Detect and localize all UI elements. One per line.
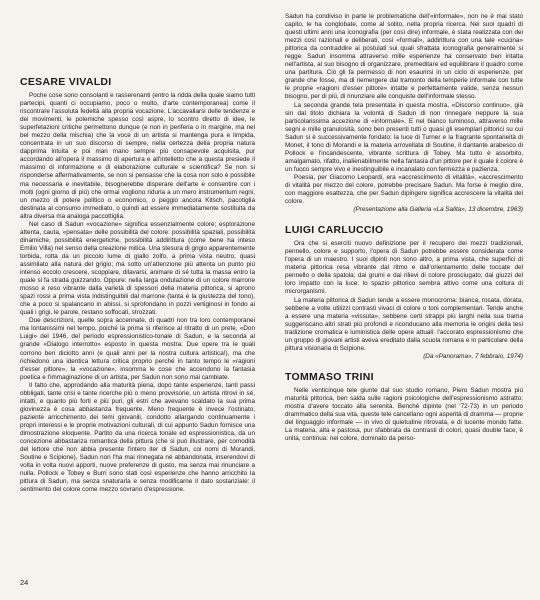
page-number: 24 — [20, 578, 29, 587]
author-heading-carluccio: LUIGI CARLUCCIO — [285, 224, 384, 237]
paragraph: Sadun ha condiviso in parte le problematiche dell'«informale», non ne è mai stato capito, le ha conglobate, come al solito, nella propria ricerca. Nei suoi quadri di questi ultimi anni una iconografia (per così dire) informale, è stata realizzata con dei mezzi così razionali e deliberati, così «formali», addirittura con una tale «cucina» pittorica da contraddire ai postulati sui quali sfrattata iconografia generalmente si regge. Sadun insomma attraverso mille esperienze ha conservato ben intatta nell'artista, al suo bisogno di organizzare, premeditare ed equilibrare il quadro come una partitura. Ciò gli fa permesso di non esaurirsi in un ciclo di esperienze, per grande che fosse, ma di riemergere dal tramonto della temperie informale con tutte le proprie «ragioni d'esser pittore» intatte e perfettamente valide, senza nessun bisogno, per di più, di rinunziare alle conquiste dell'informale stesso. — [285, 13, 523, 101]
paragraph: La seconda grande tela presentata in questa mostra, «Discorso continuo», già sin dal titolo dichiara la volontà di Sadun di non rinnegare neppure la sua particolarissima accezione di «informale». E nel bianco luminoso, attraverso mille segni e mille granulosità, sono ben presenti tutti o quasi gli esemplari pittorici su cui Sadun si è successivamente fondato: la luce di Turner e la fragrante spontaneità di Monet, il tono di Morandi e la materia arrovellata di Soutine, il dantante arabesco di Pollock e l'incandescente, vibrante scrittura di Tobey. Ma tutto è assorbito, amalgamato, rifatto, inalienabilmente nella fantasia d'un pittore per il quale il colore è un fuoco sempre vivo e inestinguibile e incanalato con fermezza e pazienza. — [285, 101, 523, 173]
author-heading-trini: TOMMASO TRINI — [285, 370, 374, 383]
paragraph: Nelle venticinque tele giunte dal suo studio romano, Piero Sadun mostra più maturità pittorica, ben salda sulle ragioni psicologiche dell'espressionismo astratto: mostra d'avere toccato alla serenità. Benché dipinte (nel '72-73) in un periodo drammatico della sua vita, queste tele cancellano ogni asperità di dramma — proprie del linguaggio informale — in vivo di quietudine ritrovata, e di lucente mondo fatte. La materia, alta e pastosa, pur sfabbrata da contrasti di colori, quasi double face, è unita, continua: nel colore, dominato da perso- — [285, 386, 524, 443]
paragraph: Nel caso di Sadun «vocazione» significa essenzialmente colore; esplorazione attenta, cauta, «pensata» delle possibilità del colore: possibilità spaziali, possibilità dinamiche, possibilità energetiche, possibilità addirittura (come bene ha inteso Emilio Villa) nel senso della creazione mitica. Una stesura di grigio apparentemente torbida, rotta da un piccolo lume di giallo zolfo, a prima vista neutro, quasi assimilato alla natura del grigio; ma sotto un'attenzione più attenta un punto più intenso eccolo crescere, scoppiare, dilavarsi, animare di sé tutta la massa entro la quale si fa strada guizzando. Oppure: nella larga ondulazione di un colore marrone mosso e reso vibrante dalla varietà di spessori della materia pittorica, si aprono spazi rossi a prima vista indistinguibili dal marrone (tanta è la giustezza del tono), che a poco si spalancano in abissi, si sprofondano in pozzi vertiginosi in fondo ai quali i grigi, le parole, restano soffocati, strozzati. — [20, 220, 255, 317]
paragraph: Due descrizioni, quelle sopra accennate, di quadri non tra loro contemporanei ma lontanissimi nel tempo, poiché la prima si riferisce al ritratto di un prete, «Don Luigi» del 1946, del periodo espressionistico-tonale di Sadun, e la seconda al grande «Dialogo interrotto» esposto in questa mostra. Due opere tra le quali corrono ben diciotto anni (e quali anni per la nostra cultura artistica!), ma che richiedono una identica lettura critica proprio perché in tanto tempo le «ragioni d'esser pittore», la «vocazione», insomma le cose che accendono la fantasia poetica e l'immaginazione di un artista, per Sadun non sono mai cambiate. — [20, 317, 255, 381]
paragraph: La materia pittorica di Sadun tende a essere monocroma: bianca, rosata, dorata, sebbene a volte utilizzi contrasti vivaci di colore o toni complementari. Tende anche a essere una materia «vissuta», sebbene certi strappi più larghi nella sua trama suggeriscano altri strati più profondi e riconducano alla memoria le origini della tesi tradizione cromatica e luministica delle opere attuali: l'accorato espressionismo che un gruppo di giovani artisti aveva ereditato dalla scuola romana e in particolare della pittura visionaria di Scipione. — [285, 296, 523, 352]
left-column — [20, 76, 255, 494]
right-column — [285, 13, 523, 443]
citation-carluccio: (Da «Panorama», 7 febbraio, 1974) — [423, 352, 523, 360]
paragraph: Ora che si eserciti nuovo definizione per il recupero dei mezzi tradizionali, pennello, colore e supporto, l'opera di Sadun potrebbe essere considerata come l'opera di un maestro. I suoi dipinti non sono altro, a prima vista, che superfici di materia pittorica resa vibrante dal ritmo e dall'orientamento delle toccate del pennello o della spatola; dai grumi e dai rilievi di colore prosciugato; dai giuzzi del loro impatto con la luce: lo spazio pittorico sembra attivo come una coltura di microrganismi. — [285, 240, 523, 296]
paragraph: Poesia, per Giacomo Leopardi, era «accrescimento di vitalità», «accrescimento di vitalità per mezzo del colore, potrebbe precisare Sadun. Ma forse è meglio dire, con maggiore esattezza, che per Sadun dipingere significa accrescere la vitalità del colore. — [285, 173, 523, 206]
paragraph: Poche cose sono consolanti e rasserenanti (entro la ridda della quale siamo tutti partecipi, quanti ci occupiamo, poco o molto, d'arte contemporanea) come il riscontrare l'assoluta fedeltà alla propria vocazione. L'accavallarsi delle tendenze e dei movimenti, le polemiche spesso così aspre, lo scontro diretto di idee, le superfetazioni critiche permettono dunque (e non in periferia o in margine, ma nel bel mezzo della mischia) che la voce di un artista si mantenga pura e limpida, concentrata in un suo discorso di sempre, nella certezza della propria natura dapprima intuita e poi man mano sempre più consapevole acquisita, pur accordando all'opera il massimo di apertura e all'intelletto che a questa presiede il massimo di informazione e di elaborazione culturale e scientifica? Se non si risponderse affermativamente, se non si pensasse che la cosa non solo è possibile ma necessaria e inevitabile, bisognerebbe disperare dell'arte e consentire con i molti (ogni giorno di più) che ormai vogliono ridurla a un mero instrumentum regni, un mezzo di potere politico o economico, o peggio ancora Kitsch, pacotiglia destinata al consumo immediato, o quindi ad essere immediatamente sostituita da altra diversa ma analoga paccottiglia. — [20, 92, 255, 220]
paragraph: Il fatto che, approdando alla maturità piena, dopo tante esperienze, tanti passi obbligati, tante crisi e tante ricerche più o meno provvisorie, un artista ritrovi in sé, intatti, e quanto più forti e più puri, gli estri che avevano scaldato la sua prima giovinezza è cosa abbastanza frequente. Meno frequente è invece l'ostinato, paziente arricchimento dei temi giovanili, condotto allargando continuamente i propri interessi e le proprie motivazioni culturali, di cui appunto Sadun fornisce una dimostrazione eloquente. Partito da una ricerca tonale ed espressionistica, da un concezione abbastanza romantica della pittura (che si può illustrare, per comodità del lettore che non abbia presente l'intero iter di Sadun, coi nomi di Morandi, Soutine e Scipione), Sadun non l'ha mai rinnegata né abbandonata, inserendovi di volta in volta nuovi apporti, nuove preferenze di gusto, ma senza mai rinunciare a nulla. Pollock e Tobey e Burri sono stati così esperienze che hanno arricchito la pittura di Sadun, ma senza snaturarla e senza modificarne il dato sostanziale: il sentimento del colore come mezzo sovrano d'espressione. — [20, 381, 255, 494]
author-heading-vivaldi: CESARE VIVALDI — [20, 76, 112, 88]
citation-vivaldi: (Presentazione alla Galleria «La Salita», 13 dicembre, 1963) — [353, 206, 523, 214]
